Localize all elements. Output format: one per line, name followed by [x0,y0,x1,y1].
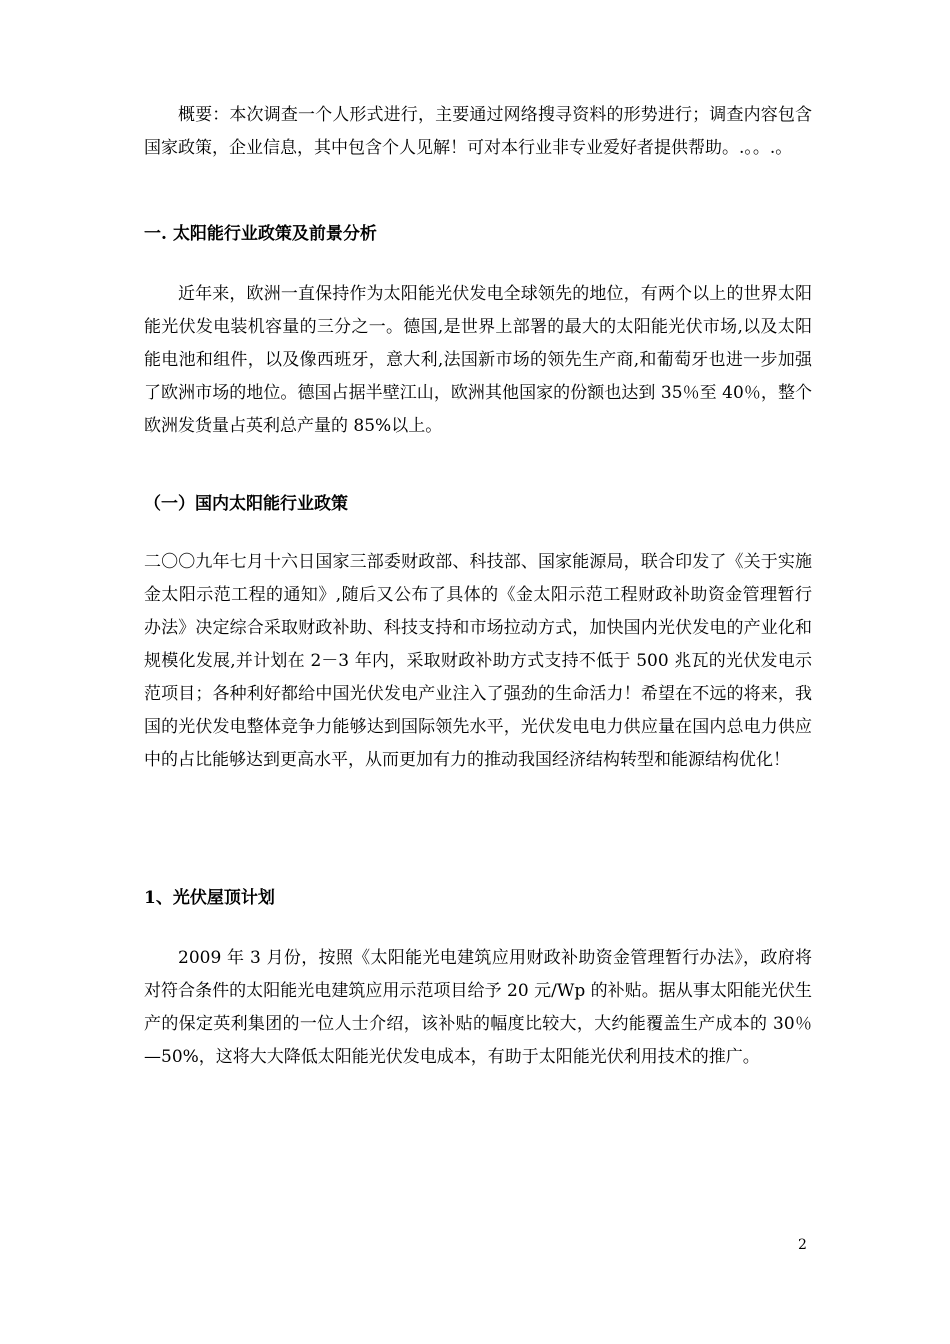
item-heading: 1、光伏屋顶计划 [144,888,275,908]
subsection-heading: （一）国内太阳能行业政策 [144,494,348,514]
subsection-paragraph: 二〇〇九年七月十六日国家三部委财政部、科技部、国家能源局，联合印发了《关于实施金太阳示范工程的通知》,随后又公布了具体的《金太阳示范工程财政补助资金管理暂行办法》决定综合采取财政补助、科技支持和市场拉动方式，加快国内光伏发电的产业化和规模化发展,并计划在 2－3 年内，采取财政补助方式支持不低于 500 兆瓦的光伏发电示范项目；各种利好都给中国光伏发电产业注入了强劲的生命活力！希望在不远的将来，我国的光伏发电整体竞争力能够达到国际领先水平，光伏发电电力供应量在国内总电力供应中的占比能够达到更高水平，从而更加有力的推动我国经济结构转型和能源结构优化！ [144,552,812,770]
section-paragraph: 近年来，欧洲一直保持作为太阳能光伏发电全球领先的地位，有两个以上的世界太阳能光伏发电装机容量的三分之一。德国,是世界上部署的最大的太阳能光伏市场,以及太阳能电池和组件，以及像西班牙，意大利,法国新市场的领先生产商,和葡萄牙也进一步加强了欧洲市场的地位。德国占据半壁江山，欧洲其他国家的份额也达到 35％至 40％，整个欧洲发货量占英利总产量的 85%以上。 [144,284,812,436]
section-heading: 一. 太阳能行业政策及前景分析 [144,224,377,244]
item-paragraph: 2009 年 3 月份，按照《太阳能光电建筑应用财政补助资金管理暂行办法》，政府将对符合条件的太阳能光电建筑应用示范项目给予 20 元/Wp 的补贴。据从事太阳能光伏生产的保定英利集团的一位人士介绍，该补贴的幅度比较大，大约能覆盖生产成本的 30％—50%，这将大大降低太阳能光伏发电成本，有助于太阳能光伏利用技术的推广。 [144,948,812,1067]
page-number: 2 [798,1237,807,1253]
summary-paragraph: 概要：本次调查一个人形式进行，主要通过网络搜寻资料的形势进行；调查内容包含国家政策，企业信息，其中包含个人见解！可对本行业非专业爱好者提供帮助。.。。.。 [144,105,812,158]
